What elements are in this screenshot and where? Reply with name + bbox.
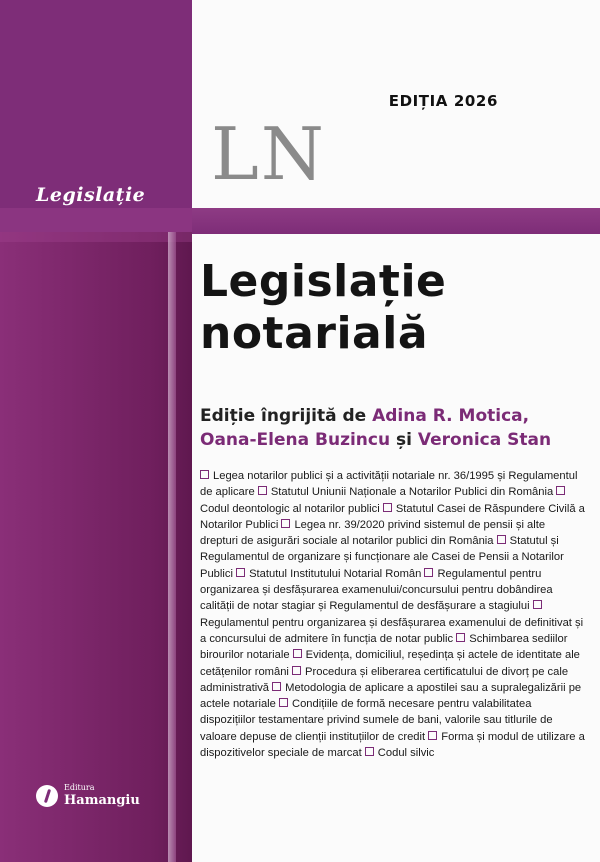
editors-conjunction: și [390,430,418,450]
checkbox-square-icon [383,503,392,512]
contents-item [258,486,553,498]
checkbox-square-icon [258,486,267,495]
publisher-prefix: Editura [64,783,95,792]
contents-item-text: Evidența, domiciliul, reședința și actele de identitate ale cetățenilor români [200,649,580,678]
contents-item-text: Schimbarea sediilor birourilor notariale [200,632,568,662]
purple-divider-band [192,208,600,234]
checkbox-square-icon [279,698,288,707]
contents-item-text: Regulamentul pentru organizarea și desfășurarea examenului de definitivat și a concursului de admitere în funcția de notar public [200,616,584,645]
book-title [200,256,446,360]
editors-credit [200,404,590,452]
contents-item-text: Statutul Institutului Notarial Român [249,567,422,580]
contents-item-text: Statutul Uniunii Naționale a Notarilor Publici din România [270,486,554,499]
contents-item-text: Regulamentul pentru organizarea și desfășurarea examenului/concursului pentru dobândirea calității de notar stagiar și Regulamentul de desfășurare a stagiului [200,567,553,613]
decorative-band [0,208,192,242]
checkbox-square-icon [497,535,506,544]
checkbox-square-icon [428,731,437,740]
editors-prefix: Ediție îngrijită de [200,406,373,426]
decorative-strip [168,232,176,862]
contents-item-text: Legea nr. 39/2020 privind sistemul de pensii și alte drepturi de asigurări sociale al notarilor publici din România [200,518,546,548]
checkbox-square-icon [456,633,465,642]
contents-item-text: Metodologia de aplicare a apostilei sau a supralegalizării pe actele notariale [200,681,582,711]
editor-name-2: Oana-Elena Buzincu [200,430,391,450]
series-label: Legislație [36,184,146,206]
contents-item-text: Procedura și eliberarea certificatului de divorț pe cale administrativă [200,665,569,694]
contents-item-text: Codul silvic [377,747,435,760]
contents-item-text: Statutul și Regulamentul de organizare și funcționare ale Casei de Pensii a Notarilor Publici [200,535,564,580]
contents-item [365,747,435,759]
contents-item-text: Condițiile de formă necesare pentru valabilitatea dispozițiilor testamentare privind sumele de bani, valorile sau titlurile de valoare depuse de clienții instituțiilor de credit [200,698,553,743]
edition-label: EDIȚIA 2026 [388,92,498,110]
publisher-logo [36,784,140,807]
contents-item-text: Codul deontologic al notarilor publici [200,502,380,515]
contents-item-text: Statutul Casei de Răspundere Civilă a Notarilor Publici [200,502,585,531]
editor-name-1: Adina R. Motica, [372,406,530,426]
editor-name-3: Veronica Stan [417,430,552,450]
checkbox-square-icon [293,649,302,658]
checkbox-square-icon [556,486,565,495]
title-line-1: Legislație [200,256,447,307]
contents-item-text: Legea notarilor publici și a activității notariale nr. 36/1995 și Regulamentul de aplicare [200,470,578,499]
checkbox-square-icon [424,568,433,577]
checkbox-square-icon [292,666,301,675]
purple-block-spine [0,232,192,862]
checkbox-square-icon [272,682,281,691]
checkbox-square-icon [533,600,542,609]
contents-item [236,568,421,580]
title-line-2: notarială [200,308,429,359]
checkbox-square-icon [365,747,374,756]
contents-list [200,468,586,761]
publisher-name: Hamangiu [64,793,140,808]
contents-item-text: Forma și modul de utilizare a dispozitivelor speciale de marcat [200,730,585,760]
pen-nib-icon [36,785,58,807]
checkbox-square-icon [200,470,209,479]
checkbox-square-icon [236,568,245,577]
ln-logo: LN [211,112,326,196]
checkbox-square-icon [281,519,290,528]
